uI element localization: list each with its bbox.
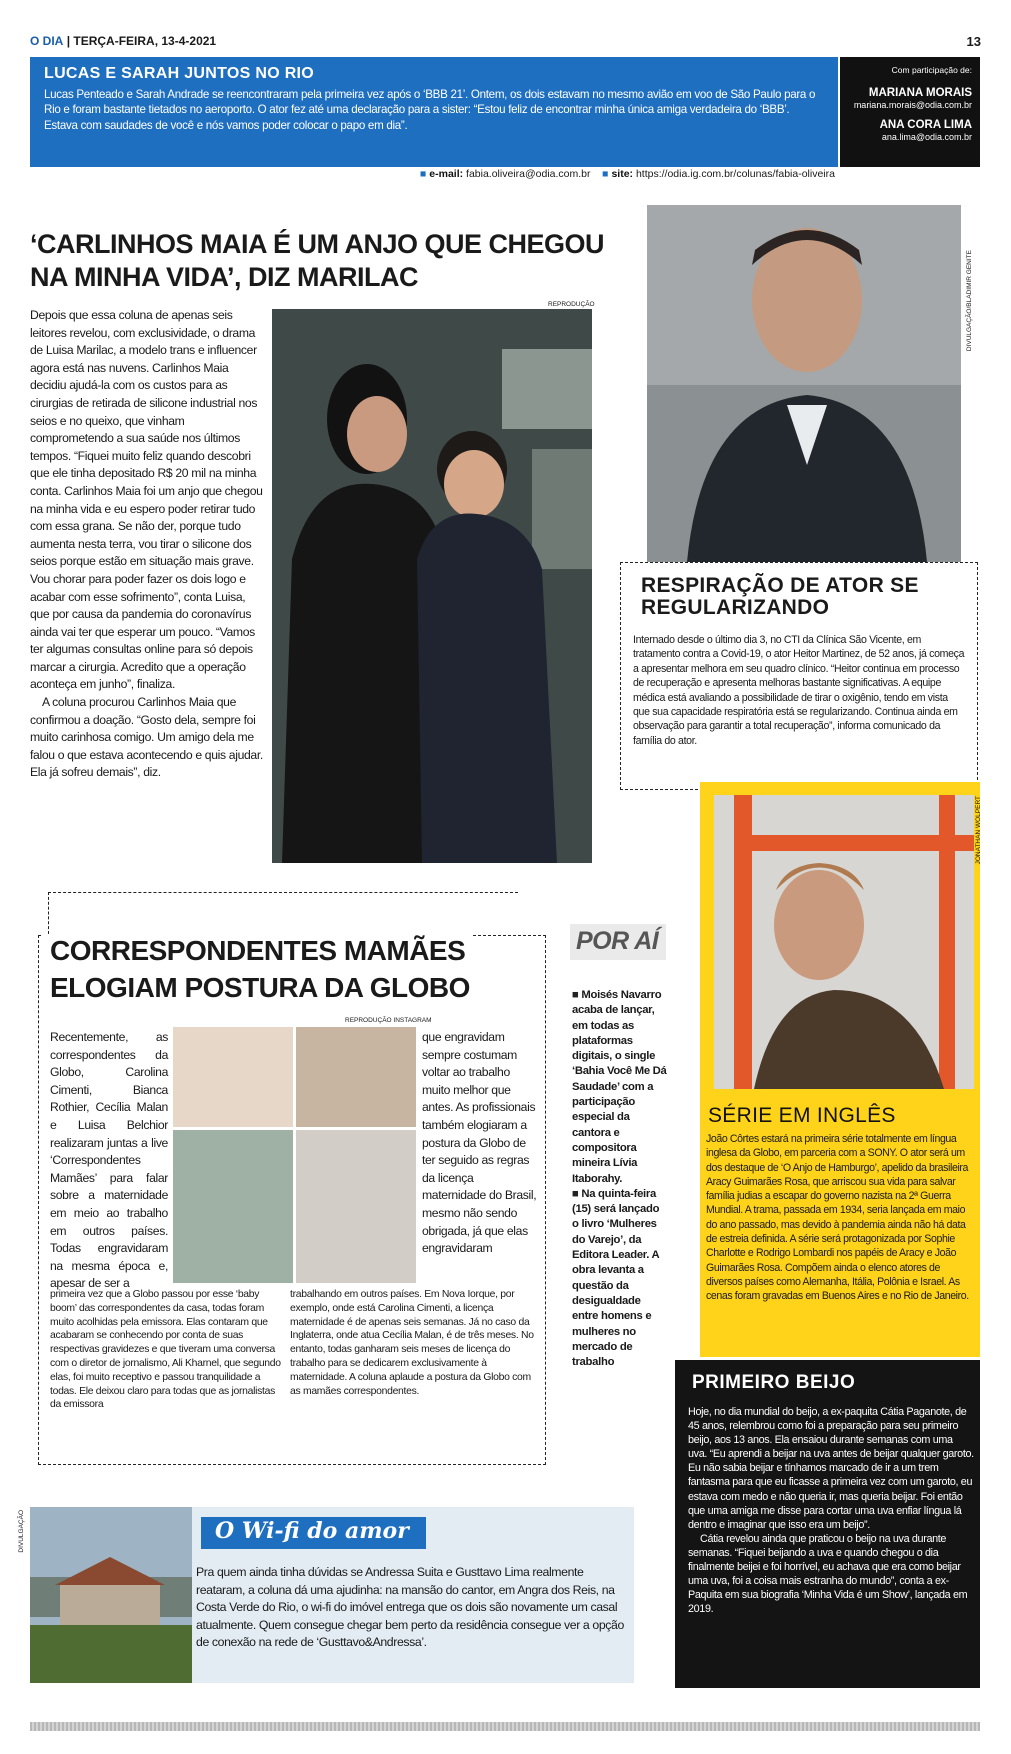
lead-photo-illustration: [272, 309, 592, 863]
collab-email-2[interactable]: ana.lima@odia.com.br: [881, 132, 972, 142]
header-separator: |: [66, 34, 74, 48]
collage-photo: [296, 1027, 416, 1127]
wifi-photo-illustration: [30, 1507, 192, 1683]
site-label: site:: [611, 168, 634, 180]
page-number: 13: [966, 34, 981, 49]
serie-photo: [714, 795, 974, 1089]
primeiro-beijo-title: PRIMEIRO BEIJO: [692, 1372, 856, 1393]
actor-news-title: RESPIRAÇÃO DE ATOR SE REGULARIZANDO: [641, 574, 919, 619]
wifi-photo: [30, 1507, 192, 1683]
banner-title: LUCAS E SARAH JUNTOS NO RIO: [44, 65, 315, 82]
square-icon: ■: [602, 168, 609, 180]
serie-text: João Côrtes estará na primeira série totalmente em língua inglesa da Globo, em parceria com a SONY. O ator será um dos destaque de ‘O Anjo de Hamburgo’, apelido da brasileira Aracy Guimarães Rosa, que arriscou sua vida para salvar família judias a escapar do governo nazista na 2ª Guerra Mundial. A trama, passada em 1934, seria lançada em maio do ano passado, mas devido à pandemia ainda não há data de estreia definida. A série será protagonizada por Sophie Charlotte e Rodrigo Lombardi nos papéis de Aracy e João Guimarães Rosa. Compõem ainda o elenco atores de diversos países como Alemanha, Itália, Polônia e Israel. As cenas foram gravadas em Buenos Aires e no Rio de Janeiro.: [706, 1133, 969, 1303]
page-header: [30, 34, 216, 48]
top-banner: [30, 57, 838, 167]
email-label: e-mail:: [429, 168, 464, 180]
lead-paragraph-1: Depois que essa coluna de apenas seis leitores revelou, com exclusividade, o drama de Luisa Marilac, a modelo trans e influencer agora está nas nuvens. Carlinhos Maia decidiu ajudá-la com os custos para as cirurgias de retirada de silicone industrial nos seios e no queixo, que vinham comprometendo a sua saúde nos últimos tempos. “Fiquei muito feliz quando descobri que ele tinha depositado R$ 20 mil na minha conta. Carlinhos Maia foi um anjo que chegou na minha vida e eu espero poder retirar tudo com essa grana. Se não der, porque tudo aumenta nesta terra, vou tirar o silicone dos seios porque estão em situação mais grave. Vou chorar para poder fazer os dois logo e acabar com esse sofrimento”, conta Luisa, que por causa da pandemia do coronavírus ainda vai ter que esperar um pouco. “Vamos ter algumas consultas online para só depois marcar a cirurgia. Acredito que a operação aconteça em junho”, finaliza.: [30, 308, 263, 692]
contact-line: [420, 168, 835, 180]
collaborators-box: [840, 57, 980, 167]
square-icon: ■: [420, 168, 427, 180]
correspondents-column-2: que engravidam sempre costumam voltar ao trabalho muito melhor que antes. As profissionais também elogiaram a postura da Globo de ter seguido as regras da licença maternidade do Brasil, mesmo não sendo obrigada, já que elas engravidaram: [422, 1030, 537, 1256]
collab-caption: Com participação de:: [891, 65, 972, 75]
por-ai-item-2: Na quinta-feira (15) será lançado o livro ‘Mulheres do Varejo’, da Editora Leader. A obra levanta a questão da desigualdade entre homens e mulheres no mercado de trabalho: [572, 1187, 660, 1369]
correspondents-title-2: ELOGIAM POSTURA DA GLOBO: [42, 972, 478, 1004]
correspondents-photo-credit: REPRODUÇÃO INSTAGRAM: [345, 1017, 432, 1024]
actor-photo-credit: DIVULGAÇÃO/BLADIMIR GENITE: [966, 250, 973, 352]
beijo-paragraph-2: Cátia revelou ainda que praticou o beijo na uva durante semanas. “Fiquei beijando a uva e quando chegou o dia finalmente beijei e foi horrível, eu achava que era como beijar uma uva, foi a coisa mais estranha do mundo”, conta a ex-Paquita em sua biografia ‘Minha Vida é um Show’, lançada em 2019.: [688, 1532, 968, 1616]
lead-photo: [272, 309, 592, 863]
collab-email-1[interactable]: mariana.morais@odia.com.br: [853, 100, 972, 110]
correspondents-bottom-right: trabalhando em outros países. Em Nova Iorque, por exemplo, onde está Carolina Cimenti, a licença maternidade é de apenas seis semanas. Já no caso da Inglaterra, onde atua Cecília Malan, é de três meses. No entanto, todas ganharam seis meses de licença do trabalho para se dedicarem exclusivamente à maternidade. A coluna aplaude a postura da Globo com as mamães correspondentes.: [290, 1289, 534, 1397]
correspondents-column-1: Recentemente, as correspondentes da Globo, Carolina Cimenti, Bianca Rothier, Cecília Malan e Luisa Belchior realizaram juntas a live ‘Correspondentes Mamães’ para falar sobre a maternidade em meio ao trabalho em outros países. Todas engravidaram na mesma época e, apesar de ser a: [50, 1030, 168, 1291]
brand-logo: O DIA: [30, 34, 64, 48]
por-ai-title: POR AÍ: [570, 924, 666, 960]
collab-name-2: ANA CORA LIMA: [879, 119, 972, 131]
header-date: TERÇA-FEIRA, 13-4-2021: [73, 34, 217, 48]
serie-title: SÉRIE EM INGLÊS: [708, 1104, 896, 1127]
square-icon: ■: [572, 989, 582, 1001]
contact-email[interactable]: fabia.oliveira@odia.com.br: [466, 168, 591, 180]
dashed-border: [48, 892, 49, 934]
actor-news-box: [620, 562, 978, 790]
beijo-paragraph-1: Hoje, no dia mundial do beijo, a ex-paquita Cátia Paganote, de 45 anos, relembrou como foi a preparação para seu primeiro beijo, aos 13 anos. Ela ensaiou durante semanas com uma uva. “Eu aprendi a beijar na uva antes de beijar qualquer garoto. Eu não sabia beijar e tínhamos marcado de ir a um trem fantasma para que eu ficasse a primeira vez com um garoto, eu estava com medo e não queria ir, mas queria beijar. Foi então que uma amiga me disse para cortar uma uva enfiar língua lá dentro e imaginar que isso era um beijo”.: [688, 1406, 974, 1531]
actor-news-text: Internado desde o último dia 3, no CTI da Clínica São Vicente, em tratamento contra a Covid-19, o ator Heitor Martinez, de 52 anos, já começa a apresentar melhora em seu quadro clínico. “Heitor continua em processo de recuperação e apresenta melhoras bastante significativas. A equipe médica está avaliando a possibilidade de tirar o oxigênio, tendo em vista que sua capacidade respiratória está se regularizando. Continua ainda em observação para garantir a total recuperação”, informa comunicado da família do ator.: [633, 634, 965, 747]
banner-text: Lucas Penteado e Sarah Andrade se reencontraram pela primeira vez após o ‘BBB 21’. Ontem, os dois estavam no mesmo avião em voo de São Paulo para o Rio e foram bastante tietados no aeroporto. O ator fez até uma declaração para a sister: “Estou feliz de encontrar minha única amiga verdadeira do ‘BBB’. Estava com saudades de você e nós vamos poder colocar o papo em dia”.: [44, 88, 816, 132]
serie-photo-credit: JONATHAN WOLPERT: [975, 796, 982, 865]
footer-bar: [30, 1722, 980, 1731]
correspondents-collage: [173, 1027, 416, 1283]
wifi-text: Pra quem ainda tinha dúvidas se Andressa Suita e Gusttavo Lima realmente reataram, a coluna dá uma ajudinha: na mansão do cantor, em Angra dos Reis, na Costa Verde do Rio, o wi-fi do imóvel entrega que os dois são novamente um casal atualmente. Quem consegue chegar bem perto da residência consegue ver a opção de conexão na rede de ‘Gusttavo&Andressa’.: [196, 1565, 624, 1650]
por-ai-item-1: Moisés Navarro acaba de lançar, em todas as plataformas digitais, o single ‘Bahia Você Me Dá Saudade’ com a participação especial da cantora e compositora mineira Lívia Itaborahy.: [572, 989, 667, 1185]
square-icon: ■: [572, 1187, 582, 1200]
primeiro-beijo-text: [688, 1405, 974, 1616]
collage-photo: [296, 1130, 416, 1283]
dashed-border: [48, 892, 518, 893]
wifi-photo-credit: DIVULGAÇÃO: [18, 1510, 25, 1553]
lead-body: [30, 307, 265, 782]
lead-photo-credit: REPRODUÇÃO: [548, 301, 595, 308]
lead-headline: ‘CARLINHOS MAIA É UM ANJO QUE CHEGOU NA MINHA VIDA’, DIZ MARILAC: [30, 229, 605, 292]
correspondents-title-1: CORRESPONDENTES MAMÃES: [42, 935, 473, 967]
collage-photo: [173, 1130, 293, 1283]
lead-paragraph-2: A coluna procurou Carlinhos Maia que confirmou a doação. “Gosto dela, sempre foi muito carinhosa comigo. Um amigo dela me falou o que estava acontecendo e quis ajudar. Ela já sofreu demais”, diz.: [30, 695, 263, 780]
actor-photo-illustration: [647, 205, 961, 562]
correspondents-bottom-left: primeira vez que a Globo passou por esse ‘baby boom’ das correspondentes da casa, todas foram muito acolhidas pela emissora. Elas contaram que acabaram se conhecendo por conta de suas respectivas gravidezes e que tiveram uma conversa com o diretor de jornalismo, Ali Kharnel, que segundo elas, foi muito receptivo e passou tranquilidade a todas. Ele deixou claro para todas que as jornalistas da emissora: [50, 1289, 281, 1411]
serie-photo-illustration: [714, 795, 974, 1089]
por-ai-text: [572, 988, 668, 1370]
contact-site[interactable]: https://odia.ig.com.br/colunas/fabia-oliveira: [635, 168, 835, 180]
collage-photo: [173, 1027, 293, 1127]
collab-name-1: MARIANA MORAIS: [868, 87, 972, 99]
actor-photo: [647, 205, 961, 562]
wifi-title: O Wi-fi do amor: [201, 1517, 426, 1549]
